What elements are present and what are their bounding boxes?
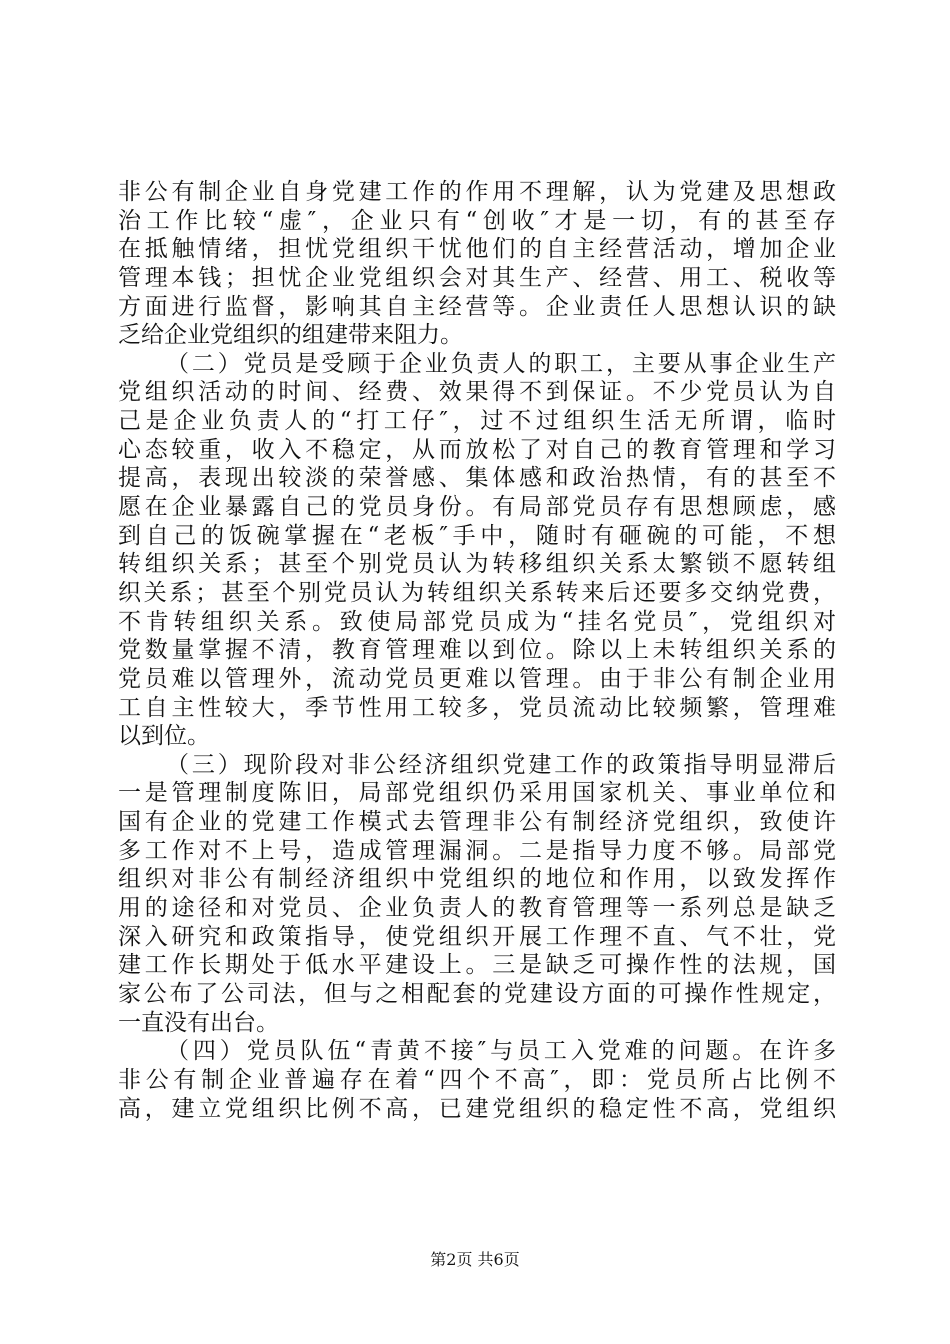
text-line: 以到位。	[118, 723, 210, 750]
text-line: 心态较重，收入不稳定，从而放松了对自己的教育管理和学习	[118, 436, 836, 463]
text-line: 非公有制企业普遍存在着“四个不高″，即：党员所占比例不	[118, 1066, 836, 1093]
paragraph	[118, 1037, 836, 1123]
text-line: 到自己的饭碗掌握在“老板″手中，随时有砸碗的可能，不想	[118, 522, 836, 549]
text-line: 家公布了公司法，但与之相配套的党建设方面的可操作性规定，	[118, 980, 836, 1007]
text-line: 己是企业负责人的“打工仔″，过不过组织生活无所谓，临时	[118, 408, 836, 435]
text-line: （四）党员队伍“青黄不接″与员工入党难的问题。在许多	[166, 1038, 836, 1065]
text-line: 一直没有出台。	[118, 1009, 279, 1036]
text-line: 深入研究和政策指导，使党组织开展工作理不直、气不壮，党	[118, 923, 836, 950]
text-line: 治工作比较“虚″，企业只有“创收″才是一切，有的甚至存	[118, 207, 836, 234]
text-line: 工自主性较大，季节性用工较多，党员流动比较频繁，管理难	[118, 694, 836, 721]
text-line: 转组织关系；甚至个别党员认为转移组织关系太繁锁不愿转组	[118, 551, 836, 578]
text-line: （二）党员是受顾于企业负责人的职工，主要从事企业生产	[166, 350, 836, 377]
text-line: （三）现阶段对非公经济组织党建工作的政策指导明显滞后	[166, 751, 836, 778]
text-line: 党组织活动的时间、经费、效果得不到保证。不少党员认为自	[118, 379, 836, 406]
text-line: 建工作长期处于低水平建设上。三是缺乏可操作性的法规，国	[118, 952, 836, 979]
text-line: 不肯转组织关系。致使局部党员成为“挂名党员″，党组织对	[118, 608, 836, 635]
paragraph	[118, 178, 836, 350]
text-line: 方面进行监督，影响其自主经营等。企业责任人思想认识的缺	[118, 293, 836, 320]
text-line: 乏给企业党组织的组建带来阻力。	[118, 322, 463, 349]
text-line: 织关系；甚至个别党员认为转组织关系转来后还要多交纳党费，	[118, 579, 836, 606]
paragraph	[118, 350, 836, 751]
body-text	[118, 178, 836, 1123]
text-line: 用的途径和对党员、企业负责人的教育管理等一系列总是缺乏	[118, 895, 836, 922]
text-line: 国有企业的党建工作模式去管理非公有制经济党组织，致使许	[118, 809, 836, 836]
text-line: 提高，表现出较淡的荣誉感、集体感和政治热情，有的甚至不	[118, 465, 836, 492]
text-line: 高，建立党组织比例不高，已建党组织的稳定性不高，党组织	[118, 1095, 836, 1122]
text-line: 多工作对不上号，造成管理漏洞。二是指导力度不够。局部党	[118, 837, 836, 864]
text-line: 党员难以管理外，流动党员更难以管理。由于非公有制企业用	[118, 665, 836, 692]
text-line: 组织对非公有制经济组织中党组织的地位和作用，以致发挥作	[118, 866, 836, 893]
text-line: 管理本钱；担忧企业党组织会对其生产、经营、用工、税收等	[118, 264, 836, 291]
text-line: 愿在企业暴露自己的党员身份。有局部党员存有思想顾虑，感	[118, 494, 836, 521]
page-footer: 第2页 共6页	[430, 1250, 520, 1269]
text-line: 党数量掌握不清，教育管理难以到位。除以上未转组织关系的	[118, 637, 836, 664]
text-line: 一是管理制度陈旧，局部党组织仍采用国家机关、事业单位和	[118, 780, 836, 807]
paragraph	[118, 751, 836, 1037]
text-line: 非公有制企业自身党建工作的作用不理解，认为党建及思想政	[118, 179, 836, 205]
text-line: 在抵触情绪，担忧党组织干忧他们的自主经营活动，增加企业	[118, 236, 836, 263]
